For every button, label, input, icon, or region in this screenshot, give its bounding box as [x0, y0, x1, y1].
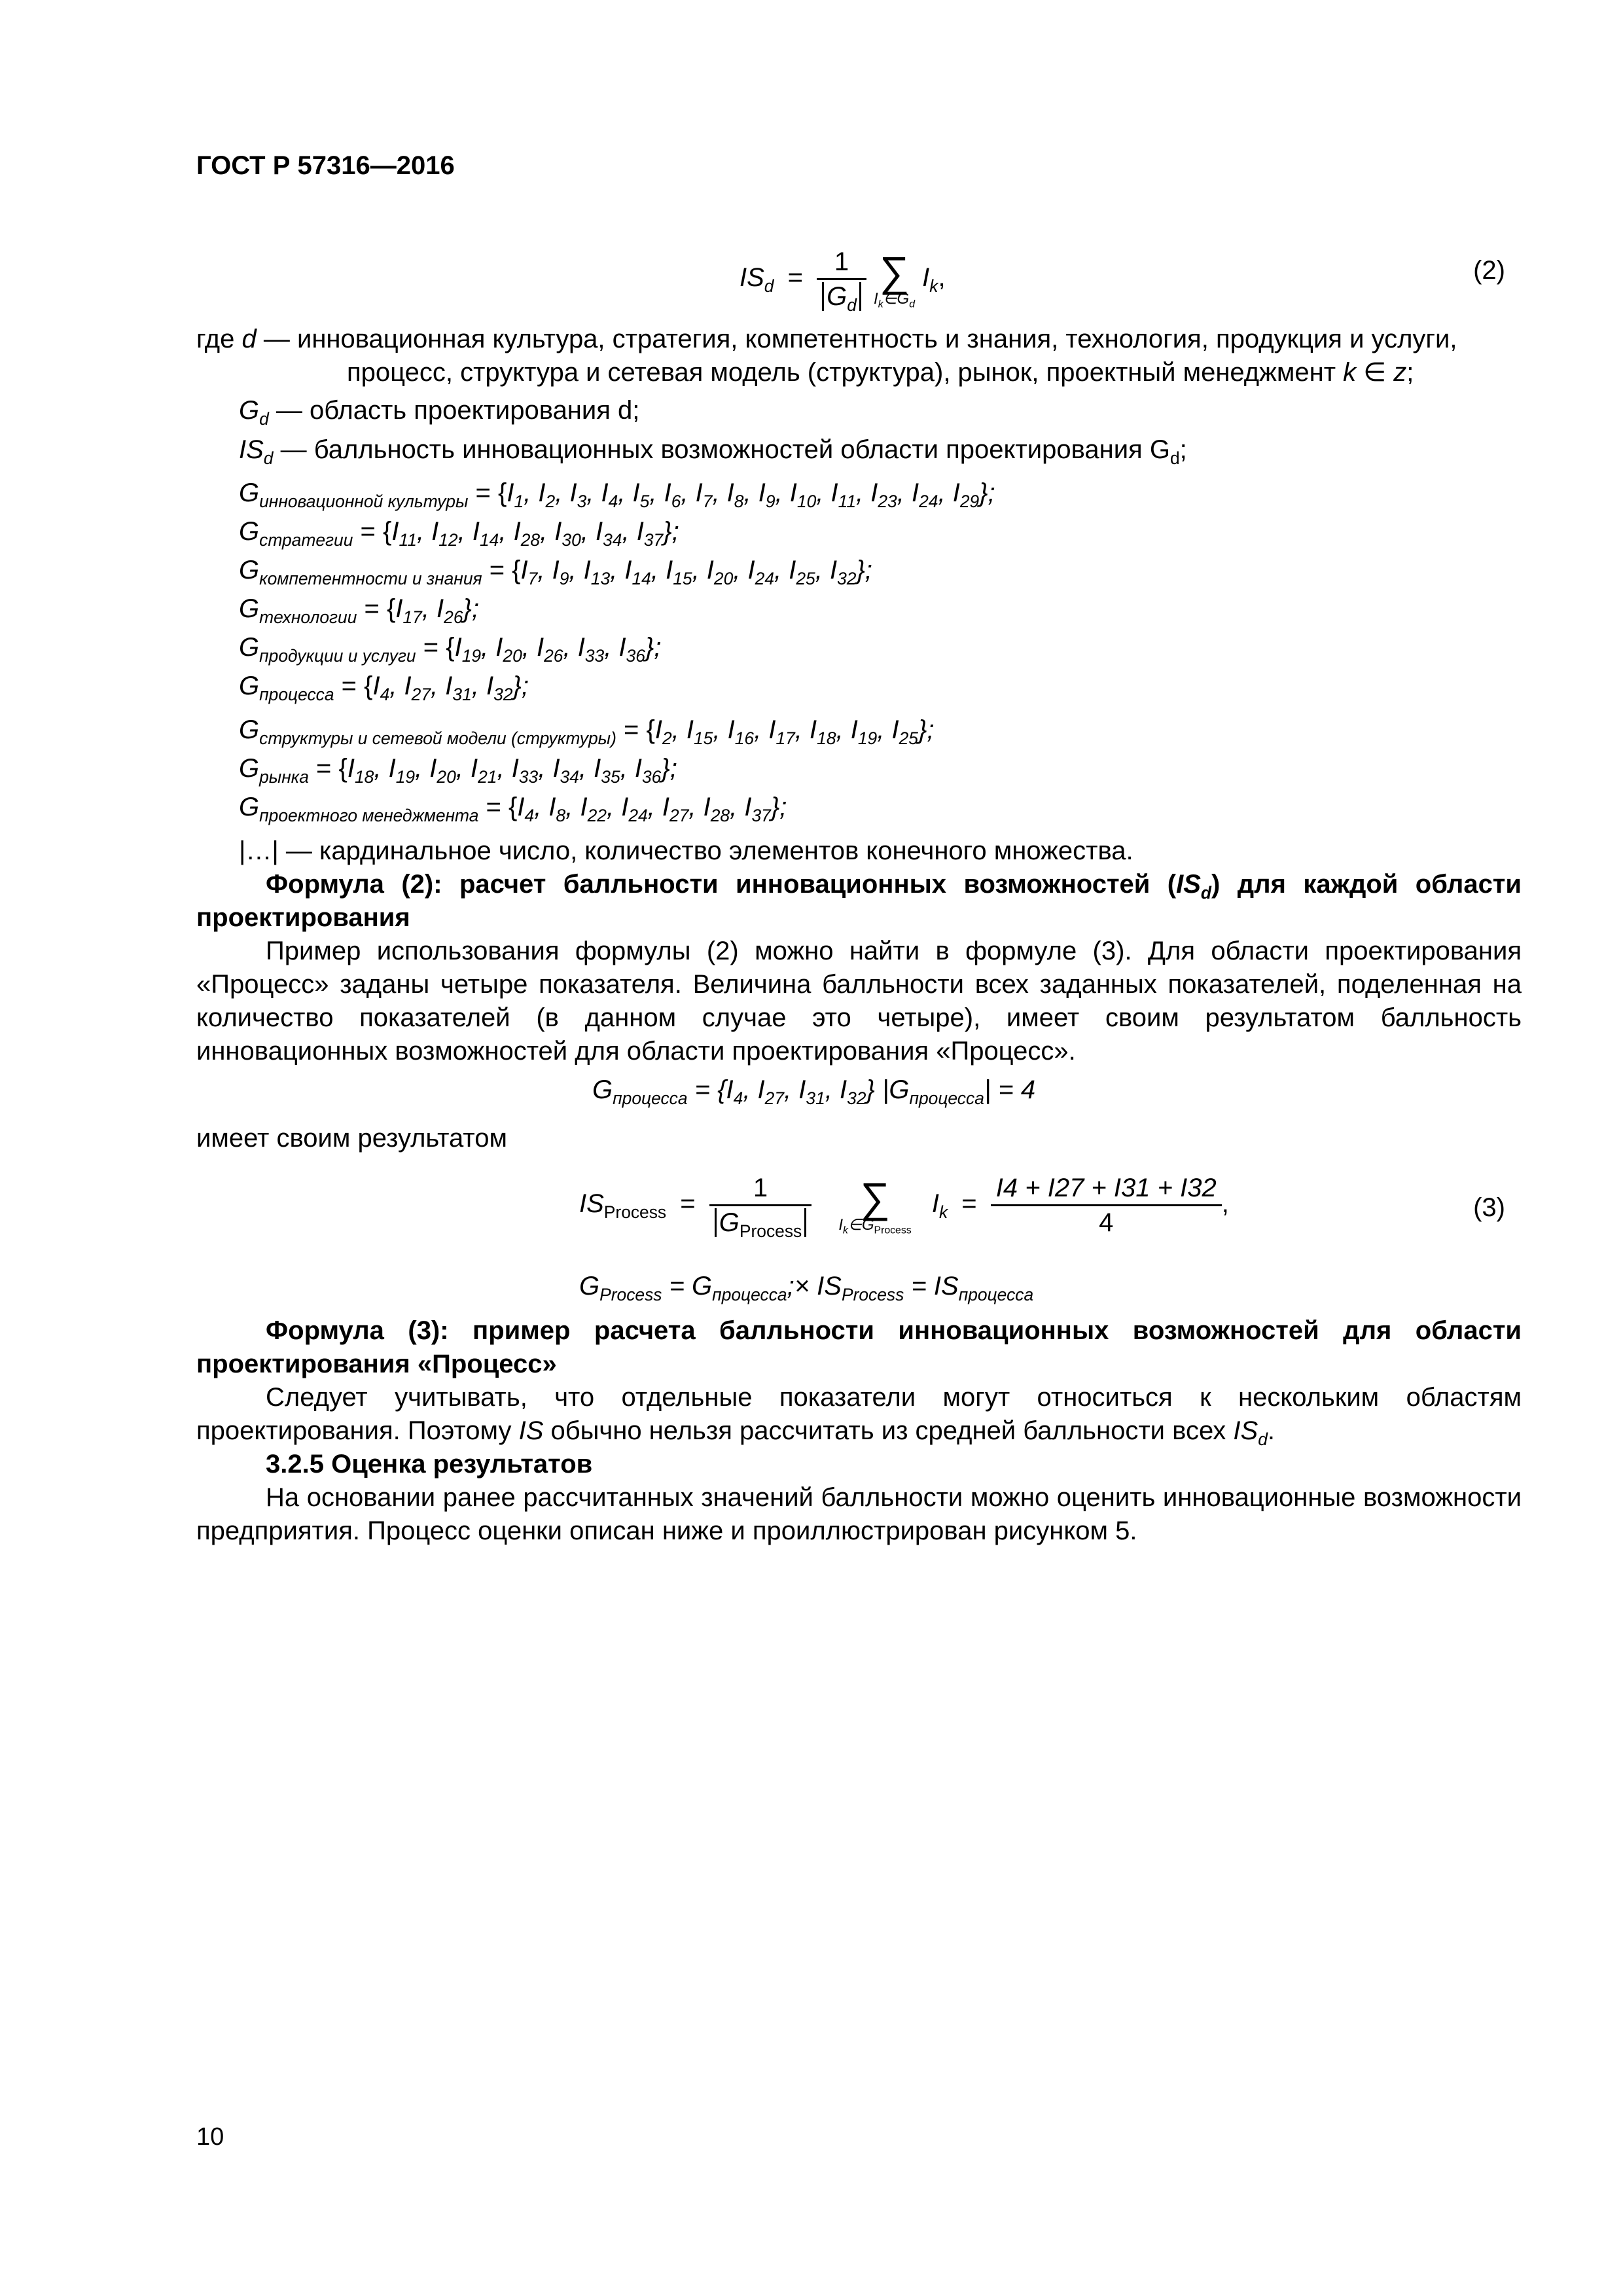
set-definition: $G_{проектного менеджмента} = \{I_4$, $I_8$, $I_{22}$, $I_{24}$, $I_{27}$, $I_{28}$, $I_{37}$}; [239, 793, 787, 826]
set-item: $I_{20}$ [495, 633, 522, 666]
set-item: $I_5$ [632, 478, 650, 512]
paragraph-example: Пример использования формулы (2) можно найти в формуле (3). Для области проектирования «Процесс» заданы четыре показателя. Величина балльности всех заданных показателей, поделенная на количество показателей (в данном случае это четыре), имеет своим результатом балльность инновационных возможностей для области проектирования «Процесс». [196, 937, 1522, 1066]
page-number: 10 [196, 2123, 224, 2151]
set-item: $I_{19}$ [454, 633, 482, 666]
set-item: $I_{19}$ [388, 754, 416, 787]
set-item: $I_{11}$ [391, 517, 417, 550]
set-item: $I_{13}$ [583, 556, 611, 589]
set-item: $I_{12}$ [431, 517, 458, 550]
set-name: структуры и сетевой модели (структуры) [259, 728, 616, 749]
set-item: $I_{35}$ [594, 754, 620, 787]
result-text: имеет своим результатом [196, 1124, 507, 1153]
set-item: $I_7$ [520, 556, 538, 589]
set-item: $I_{36}$ [634, 754, 662, 787]
where-line-1: где d — инновационная культура, стратегия, компетентность и знания, технология, продукция и услуги, [196, 325, 1457, 353]
set-item: $I_{21}$ [471, 754, 497, 787]
set-item: $I_{20}$ [706, 556, 734, 589]
set-definition: $G_{компетентности и знания} = \{I_7$, $I_9$, $I_{13}$, $I_{14}$, $I_{15}$, $I_{20}$, $I_{24}$, $I_{25}$, $I_{32}$}; [239, 556, 872, 589]
set-name: рынка [259, 767, 309, 787]
set-item: $I_{32}$ [486, 672, 513, 705]
set-item: $I_{26}$ [437, 594, 463, 628]
set-item: $I_{30}$ [554, 517, 581, 550]
set-item: $I_{29}$ [952, 478, 980, 512]
set-item: $I_{33}$ [511, 754, 539, 787]
set-item: $I_{37}$ [636, 517, 664, 550]
equivalence-line: $G_{Process}$ = $G_{процесса};\times IS_{Process} = IS_{процесса}$ [579, 1272, 1034, 1305]
formula-3-number: (3) [1473, 1193, 1505, 1222]
set-item: $I_{34}$ [552, 754, 579, 787]
set-item: $I_9$ [552, 556, 569, 589]
set-definition: $G_{стратегии} = \{I_{11}$, $I_{12}$, $I_{14}$, $I_{28}$, $I_{30}$, $I_{34}$, $I_{37}$}; [239, 517, 679, 550]
set-item: $I_4$ [372, 672, 390, 705]
formula-2-lhs: $IS_d$ [740, 263, 774, 296]
set-item: $I_{11}$ [830, 478, 857, 512]
set-item: $I_{14}$ [624, 556, 651, 589]
set-item: $I_{15}$ [666, 556, 692, 589]
set-item: $I_9$ [758, 478, 776, 512]
set-item: $I_1$ [507, 478, 524, 512]
set-definition: $G_{продукции и услуги} = \{I_{19}$, $I_{20}$, $I_{26}$, $I_{33}$, $I_{36}$}; [239, 633, 662, 666]
set-item: $I_{24}$ [747, 556, 774, 589]
set-item: $I_{17}$ [395, 594, 422, 628]
formula-3-sum: ∑ $I_k\in G_{Process}$ [838, 1174, 912, 1236]
set-item: $I_{25}$ [789, 556, 815, 589]
set-item: $I_{25}$ [891, 715, 918, 749]
formula-3: $IS_{Process}$ = $\frac{1}{G_{Process}}$ ∑ $I_k\in G_{Process}$ $I_k$ = $\frac{I4 + I27 + I31 + I32}{4}$ , [579, 1172, 1229, 1239]
set-name: проектного менеджмента [259, 806, 479, 826]
set-item: $I_{16}$ [727, 715, 755, 749]
set-item: $I_{27}$ [662, 793, 689, 826]
set-definition: $G_{инновационной культуры} = \{I_1$, $I_2$, $I_3$, $I_4$, $I_5$, $I_6$, $I_7$, $I_8$, $I_9$, $I_{10}$, $I_{11}$, $I_{23}$, $I_{24}$, $I_{29}$}; [239, 478, 995, 512]
set-item: $I_{32}$ [839, 1075, 866, 1109]
set-item: $I_{36}$ [618, 633, 645, 666]
formula-2-sum: ∑ $I_k\in G_d$ [874, 247, 916, 310]
set-item: $I_{15}$ [686, 715, 713, 749]
set-item: $I_{24}$ [911, 478, 938, 512]
set-item: $I_4$ [726, 1075, 743, 1109]
formula-2-caption: Формула (2): расчет балльности инновационных возможностей $(IS_d)$ для каждой области проектирования [196, 870, 1522, 932]
g-process-line: $G_{процесса} = \{I_4$, $I_{27}$, $I_{31}$, $I_{32}$} $|G_{процесса}| = 4$ [592, 1075, 1036, 1109]
set-item: $I_4$ [601, 478, 618, 512]
set-item: $I_{31}$ [445, 672, 472, 705]
set-definition: $G_{рынка} = \{I_{18}$, $I_{19}$, $I_{20}$, $I_{21}$, $I_{33}$, $I_{34}$, $I_{35}$, $I_{36}$}; [239, 754, 677, 787]
set-item: $I_{28}$ [703, 793, 730, 826]
where-isd: $IS_d$ — балльность инновационных возможностей области проектирования $G_d$; [239, 435, 1187, 469]
set-item: $I_7$ [695, 478, 713, 512]
set-item: $I_{18}$ [810, 715, 836, 749]
formula-3-caption: Формула (3): пример расчета балльности инновационных возможностей для области проектирования «Процесс» [196, 1316, 1522, 1378]
formula-2-fraction: $\frac{1}{G_d}$ [817, 245, 866, 313]
set-item: $I_{24}$ [621, 793, 648, 826]
set-item: $I_{10}$ [789, 478, 817, 512]
where-line-2: процесс, структура и сетевая модель (структура), рынок, проектный менеджмент k ∈ z; [347, 358, 1414, 387]
set-item: $I_{33}$ [577, 633, 605, 666]
where-gd: $G_d$ — область проектирования d; [239, 396, 640, 429]
set-item: $I_{28}$ [513, 517, 541, 550]
formula-3-fraction: $\frac{1}{G_{Process}}$ [709, 1172, 812, 1239]
formula-3-average: $\frac{I4 + I27 + I31 + I32}{4}$ [991, 1172, 1222, 1239]
set-item: $I_{37}$ [744, 793, 771, 826]
paragraph-note: Следует учитывать, что отдельные показатели могут относиться к нескольким областям проектирования. Поэтому IS обычно нельзя рассчитать из средней балльности всех $IS_d$. [196, 1383, 1522, 1450]
formula-2-number: (2) [1473, 256, 1505, 285]
set-item: $I_{34}$ [596, 517, 622, 550]
set-definition: $G_{технологии} = \{I_{17}$, $I_{26}$}; [239, 594, 480, 628]
set-item: $I_8$ [548, 793, 566, 826]
set-definition: $G_{структуры и сетевой модели (структуры)} = \{I_2$, $I_{15}$, $I_{16}$, $I_{17}$, $I_{18}$, $I_{19}$, $I_{25}$}; [239, 715, 935, 749]
set-item: $I_{18}$ [347, 754, 374, 787]
document-header: ГОСТ Р 57316—2016 [196, 151, 455, 180]
cardinal-note: |…| — кардинальное число, количество элементов конечного множества. [239, 836, 1133, 865]
set-item: $I_{22}$ [580, 793, 607, 826]
set-item: $I_{23}$ [870, 478, 897, 512]
set-item: $I_{20}$ [429, 754, 456, 787]
set-name: инновационной культуры [259, 492, 469, 512]
set-item: $I_8$ [726, 478, 744, 512]
set-name: компетентности и знания [259, 569, 482, 589]
set-name: процесса [259, 685, 334, 705]
set-item: $I_{32}$ [829, 556, 857, 589]
set-item: $I_2$ [538, 478, 556, 512]
set-item: $I_4$ [517, 793, 535, 826]
set-item: $I_{14}$ [472, 517, 499, 550]
set-definition: $G_{процесса} = \{I_4$, $I_{27}$, $I_{31}$, $I_{32}$}; [239, 672, 529, 705]
set-item: $I_2$ [654, 715, 672, 749]
set-item: $I_{26}$ [537, 633, 563, 666]
set-item: $I_{17}$ [768, 715, 795, 749]
set-name: стратегии [259, 530, 353, 550]
set-item: $I_6$ [664, 478, 681, 512]
formula-2-term: $I_k$ [922, 263, 938, 296]
set-name: технологии [259, 607, 357, 628]
set-item: $I_{27}$ [757, 1075, 785, 1109]
set-item: $I_3$ [569, 478, 587, 512]
paragraph-assessment: На основании ранее рассчитанных значений балльности можно оценить инновационные возможности предприятия. Процесс оценки описан ниже и проиллюстрирован рисунком 5. [196, 1483, 1522, 1545]
section-heading: 3.2.5 Оценка результатов [266, 1450, 593, 1479]
set-name: продукции и услуги [259, 646, 416, 666]
formula-2: $IS_d$ = $\frac{1}{G_d}$ ∑ $I_k\in G_d$ $I_k$, [740, 245, 946, 313]
set-item: $I_{31}$ [798, 1075, 825, 1109]
set-item: $I_{19}$ [850, 715, 878, 749]
set-item: $I_{27}$ [404, 672, 431, 705]
